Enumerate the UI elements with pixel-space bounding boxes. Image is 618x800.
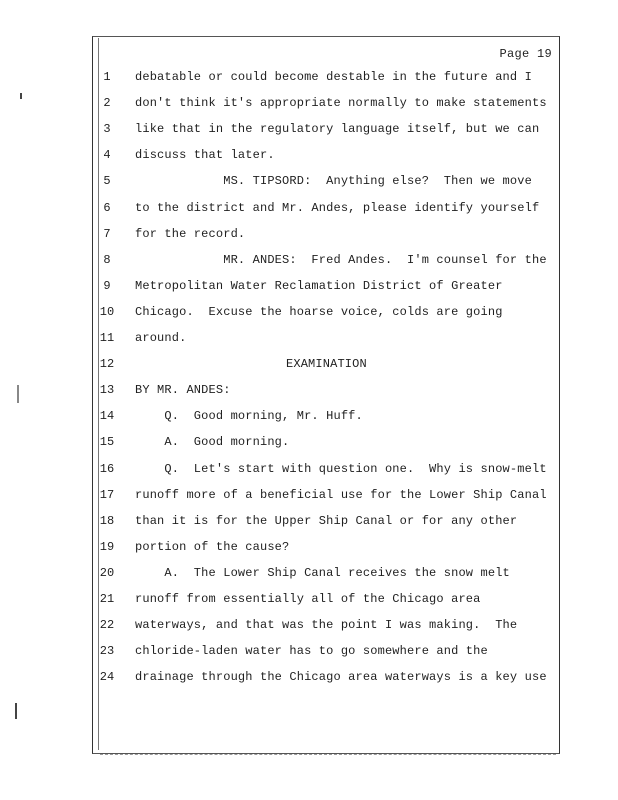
line-text: BY MR. ANDES: — [135, 383, 231, 398]
line-number: 9 — [103, 278, 111, 293]
line-text: drainage through the Chicago area waterways is a key use — [135, 670, 547, 685]
line-text: MS. TIPSORD: Anything else? Then we move — [135, 174, 532, 189]
transcript-line — [0, 148, 618, 164]
transcript-line — [0, 488, 618, 504]
line-text: Metropolitan Water Reclamation District of Greater — [135, 278, 503, 293]
line-number: 24 — [99, 670, 115, 685]
line-number: 7 — [103, 226, 111, 241]
transcript-line — [0, 514, 618, 530]
transcript-line — [0, 409, 618, 425]
line-number: 3 — [103, 122, 111, 137]
line-text: than it is for the Upper Ship Canal or for any other — [135, 513, 518, 528]
line-number: 8 — [103, 252, 111, 267]
line-text: debatable or could become destable in the future and I — [135, 70, 532, 84]
line-text: chloride-laden water has to go somewhere and the — [135, 644, 488, 659]
transcript-line — [0, 305, 618, 321]
line-number: 14 — [99, 409, 115, 424]
line-number: 11 — [99, 331, 115, 345]
transcript-line — [0, 227, 618, 243]
line-text: Q. Good morning, Mr. Huff. — [135, 409, 363, 424]
line-text: waterways, and that was the point I was making. The — [135, 618, 518, 633]
transcript-line — [0, 279, 618, 295]
line-number: 23 — [99, 644, 115, 659]
page-number: Page 19 — [499, 47, 552, 61]
transcript-line — [0, 462, 618, 478]
transcript-line — [0, 644, 618, 660]
line-number: 13 — [99, 383, 115, 398]
line-text: don't think it's appropriate normally to make statements — [135, 96, 547, 111]
scan-mark — [15, 703, 17, 719]
line-number: 17 — [99, 487, 115, 502]
line-number: 22 — [99, 618, 115, 633]
line-text: A. Good morning. — [135, 435, 290, 450]
line-text: like that in the regulatory language itself, but we can — [135, 122, 540, 137]
transcript-line — [0, 383, 618, 399]
line-number: 21 — [99, 592, 115, 606]
transcript-line — [0, 96, 618, 112]
transcript-line — [0, 670, 618, 686]
line-text: Q. Let's start with question one. Why is snow-melt — [135, 461, 547, 476]
line-number: 16 — [99, 461, 115, 476]
line-text: for the record. — [135, 226, 246, 241]
transcript-line — [0, 357, 618, 373]
line-text: to the district and Mr. Andes, please identify yourself — [135, 200, 540, 215]
transcript-line — [0, 122, 618, 138]
line-number: 1 — [103, 70, 111, 84]
line-number: 6 — [103, 200, 111, 215]
transcript-line — [0, 174, 618, 190]
line-text: discuss that later. — [135, 148, 275, 163]
transcript-line — [0, 540, 618, 556]
transcript-line — [0, 435, 618, 451]
transcript-line — [0, 566, 618, 582]
line-number: 5 — [103, 174, 111, 189]
transcript-line — [0, 253, 618, 269]
line-number: 15 — [99, 435, 115, 450]
transcript-line — [0, 592, 618, 608]
transcript-line — [0, 618, 618, 634]
transcript-line — [0, 201, 618, 217]
section-heading: EXAMINATION — [286, 357, 367, 372]
line-number: 12 — [99, 357, 115, 372]
line-text: around. — [135, 331, 187, 345]
bottom-edge — [100, 754, 556, 757]
line-number: 18 — [99, 513, 115, 528]
line-text: runoff from essentially all of the Chicago area — [135, 592, 481, 606]
line-number: 2 — [103, 96, 111, 111]
line-number: 20 — [99, 565, 115, 580]
line-number: 10 — [99, 304, 115, 319]
transcript-line — [0, 70, 618, 86]
line-number: 19 — [99, 539, 115, 554]
line-text: Chicago. Excuse the hoarse voice, colds are going — [135, 304, 503, 319]
line-number: 4 — [103, 148, 111, 163]
line-text: portion of the cause? — [135, 539, 290, 554]
line-text: A. The Lower Ship Canal receives the snow melt — [135, 565, 510, 580]
transcript-line — [0, 331, 618, 347]
line-text: runoff more of a beneficial use for the Lower Ship Canal — [135, 487, 547, 502]
line-text: MR. ANDES: Fred Andes. I'm counsel for the — [135, 252, 547, 267]
